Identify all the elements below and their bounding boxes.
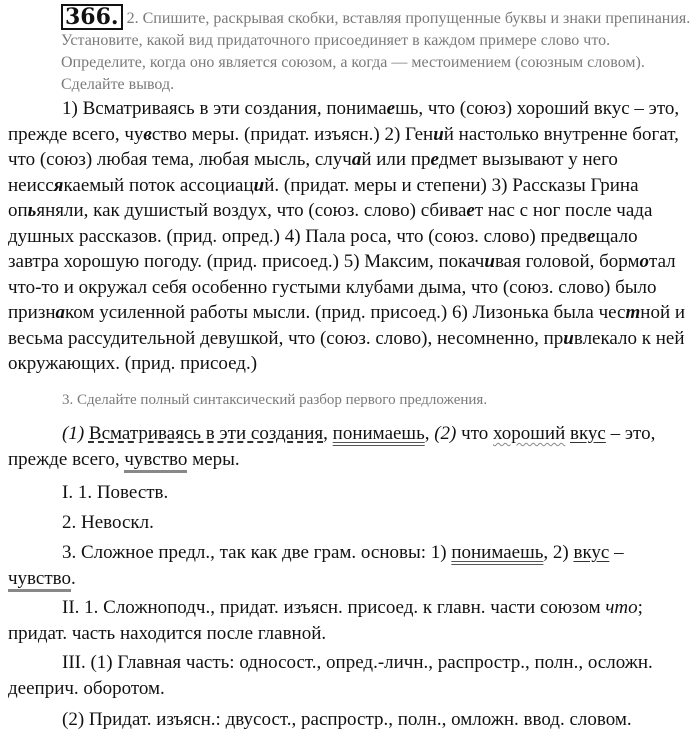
answer-segment: вая головой, борм xyxy=(494,251,640,272)
answer-segment: ной и весьма рассудительной девушкой, что (союз. слово), несомненно, пр xyxy=(8,302,686,349)
inserted-letter: и xyxy=(563,327,574,349)
answer-segment: тал что-то и окружал себя особенно густыми клубами дыма, что (союз. слово) было призн xyxy=(8,251,676,323)
predicate-noun: чувство xyxy=(8,568,71,592)
line-4-text: II. 1. Сложноподч., придат. изъясн. присоед. к главн. части союзом xyxy=(62,597,606,618)
comma: , xyxy=(323,423,333,444)
sentence-end: меры. xyxy=(187,448,240,470)
conjunction-italic: что xyxy=(605,597,638,618)
inserted-letter: е xyxy=(386,98,396,119)
inserted-letter: и xyxy=(484,251,495,272)
part-1-label: (1) xyxy=(62,423,85,444)
predicate-2: чувство xyxy=(124,449,187,473)
inserted-letter: о xyxy=(639,251,650,272)
task-3-instructions: 3. Сделайте полный синтаксический разбор первого предложения. xyxy=(62,392,488,408)
adverbial-phrase: Всматриваясь в эти создания xyxy=(88,423,324,444)
answer-segment: ком усиленной работы мысли. (прид. присоед.) 6) Лизонька была чес xyxy=(65,302,626,323)
predicate-1: понимаешь xyxy=(332,423,425,444)
parse-line-4 xyxy=(8,595,692,646)
answer-segment: й или пр xyxy=(361,149,431,170)
answer-segment: щало завтра хорошую погоду. (прид. присоед.) 5) Максим, покач xyxy=(8,225,638,272)
answer-segment: т нас с ног после чада душных рассказов. (прид. опред.) 4) Пала роса, что (союз. слово) предв xyxy=(8,200,653,247)
sentence-middle: – это, прежде всего, xyxy=(8,423,656,470)
conjunction: что xyxy=(456,423,493,444)
answer-segment: влекало к ней окружающих. (прид. присоед.) xyxy=(8,327,685,374)
subject-word: вкус xyxy=(573,542,610,563)
answer-text xyxy=(8,96,692,377)
answer-segment: яняли, как душистый воздух, что (союз. слово) сбива xyxy=(36,200,467,221)
inserted-letter: в xyxy=(143,123,152,145)
line-3-text: 3. Сложное предл., так как две грам. основы: 1) xyxy=(62,542,452,563)
dash: – xyxy=(609,542,624,563)
parse-line-1: I. 1. Повеств. xyxy=(62,482,169,503)
parse-line-6: (2) Придат. изъясн.: двусост., распростр., полн., омложн. ввод. словом. xyxy=(62,709,632,730)
inserted-letter: а xyxy=(55,302,66,323)
answer-segment: й. (придат. меры и степени) 3) Рассказы Грина оп xyxy=(8,174,639,221)
answer-segment: дмет вызывают у него неисс xyxy=(8,149,618,196)
part-2-label: (2) xyxy=(434,423,457,444)
task-2-text: 2. Спишите, раскрывая скобки, вставляя пропущенные буквы и знаки препинания. Установите, какой вид придаточного присоединяет в каждом примере слово что. Определите, когда оно является союзом, а когда — местоимением (союзным словом). Сделайте вывод. xyxy=(61,10,691,93)
attribute: хороший xyxy=(493,423,566,444)
answer-segment: й настолько внутренне богат, что (союз) любая тема, любая мысль, случ xyxy=(8,123,679,170)
predicate-word: понимаешь xyxy=(451,542,544,563)
parse-line-2: 2. Невоскл. xyxy=(62,512,154,533)
inserted-letter: и xyxy=(253,174,265,196)
inserted-letter: т xyxy=(625,302,641,323)
inserted-letter: е xyxy=(466,200,475,221)
answer-segment: 1) Всматриваясь в эти создания, понима xyxy=(62,98,387,119)
parsed-sentence xyxy=(8,421,692,472)
answer-segment: каемый поток ассоциац xyxy=(63,174,254,196)
answer-segment: шь, что (союз) хороший вкус – это, прежде всего, чу xyxy=(8,98,680,145)
inserted-letter: ь xyxy=(27,200,37,221)
line-3-mid: , 2) xyxy=(543,542,574,563)
parse-line-3 xyxy=(8,540,692,591)
inserted-letter: а xyxy=(351,149,362,170)
exercise-number-badge: 366. xyxy=(61,4,123,30)
task-2-instructions xyxy=(8,4,692,96)
comma: , xyxy=(424,423,435,444)
line-4-end: ; придат. часть находится после главной. xyxy=(8,597,643,644)
subject: вкус xyxy=(570,423,606,444)
inserted-letter: е xyxy=(430,149,439,170)
parse-line-5: III. (1) Главная часть: односост., опред.-личн., распростр., полн., осложн. дееприч. оборотом. xyxy=(8,652,653,699)
inserted-letter: я xyxy=(53,174,64,196)
period: . xyxy=(71,567,76,589)
inserted-letter: и xyxy=(433,123,444,145)
answer-segment: ство меры. (придат. изъясн.) 2) Ген xyxy=(151,123,434,145)
inserted-letter: е xyxy=(586,225,596,247)
